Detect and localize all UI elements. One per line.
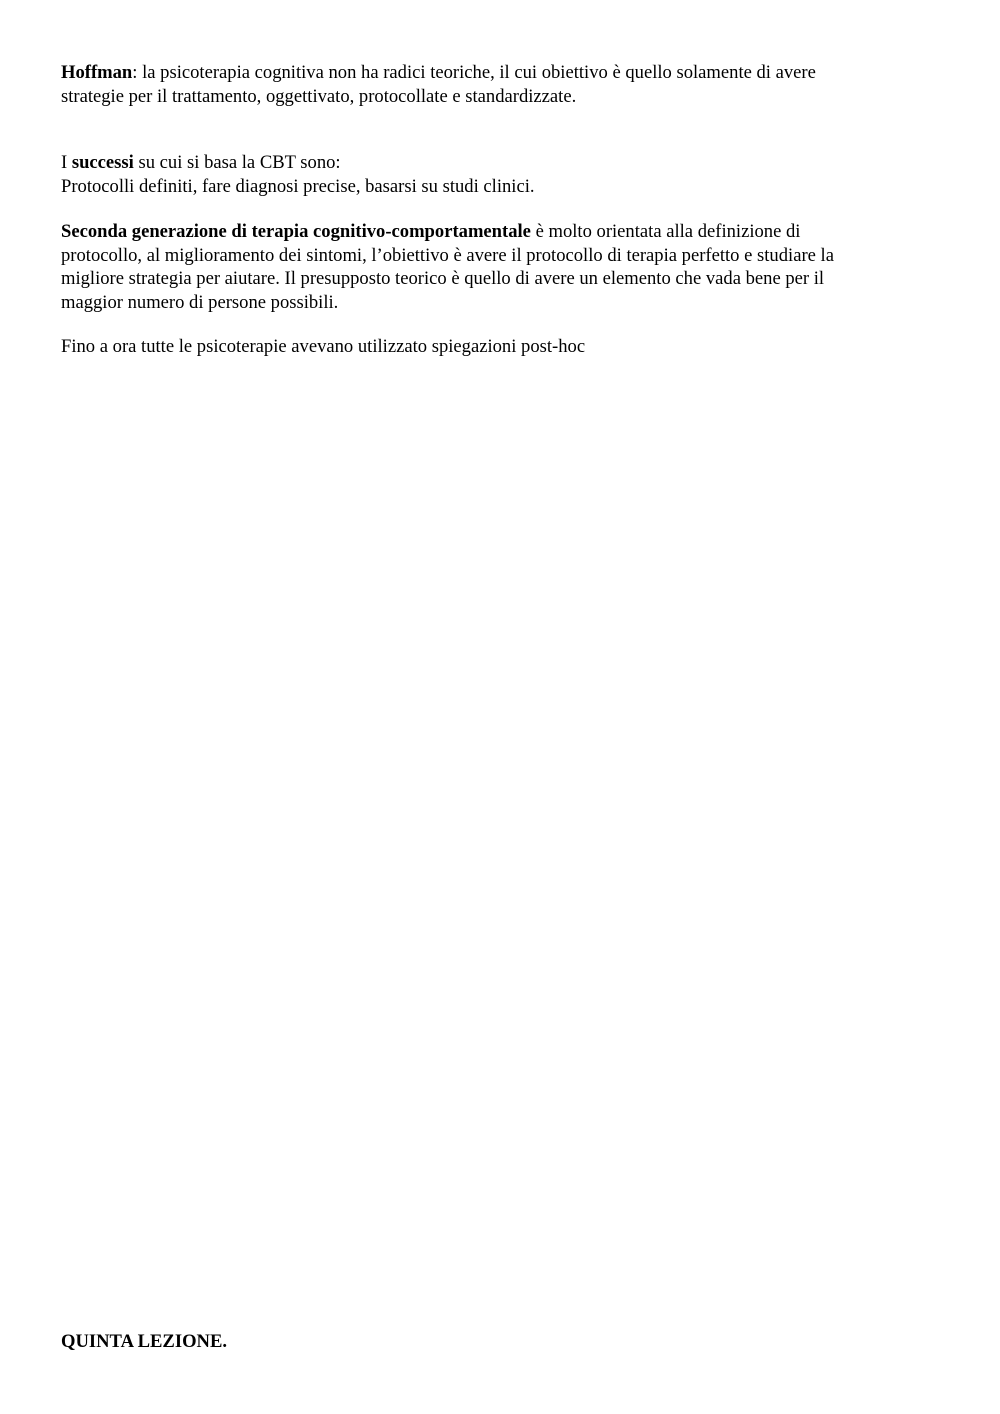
bold-term: Seconda generazione di terapia cognitivo-comportamentale xyxy=(61,221,531,242)
paragraph-line xyxy=(61,151,911,175)
bold-term: successi xyxy=(71,152,134,173)
paragraph-line: migliore strategia per aiutare. Il presupposto teorico è quello di avere un elemento che vada bene per il xyxy=(61,268,825,289)
bold-term: Hoffman xyxy=(61,62,133,83)
paragraph-line xyxy=(61,61,911,85)
paragraph-hoffman xyxy=(61,61,911,108)
section-heading: QUINTA LEZIONE. xyxy=(61,1331,228,1352)
paragraph-line: protocollo, al miglioramento dei sintomi, l’obiettivo è avere il protocollo di terapia perfetto e studiare la xyxy=(61,244,834,266)
paragraph-line: strategie per il trattamento, oggettivato, protocollate e standardizzate. xyxy=(61,85,577,107)
paragraph-successi xyxy=(61,151,911,198)
paragraph-text: è molto orientata alla definizione di xyxy=(530,221,801,242)
paragraph-line: Fino a ora tutte le psicoterapie avevano utilizzato spiegazioni post-hoc xyxy=(61,336,586,357)
paragraph-line: Protocolli definiti, fare diagnosi precise, basarsi su studi clinici. xyxy=(61,175,535,197)
paragraph-line: maggior numero di persone possibili. xyxy=(61,291,339,313)
paragraph-text: : la psicoterapia cognitiva non ha radici teoriche, il cui obiettivo è quello solamente di avere xyxy=(132,62,816,83)
paragraph-text: I xyxy=(61,152,72,173)
paragraph-seconda-generazione xyxy=(61,220,911,314)
paragraph-line xyxy=(61,220,911,244)
paragraph-text: su cui si basa la CBT sono: xyxy=(133,152,341,173)
paragraph-post-hoc xyxy=(61,335,911,359)
